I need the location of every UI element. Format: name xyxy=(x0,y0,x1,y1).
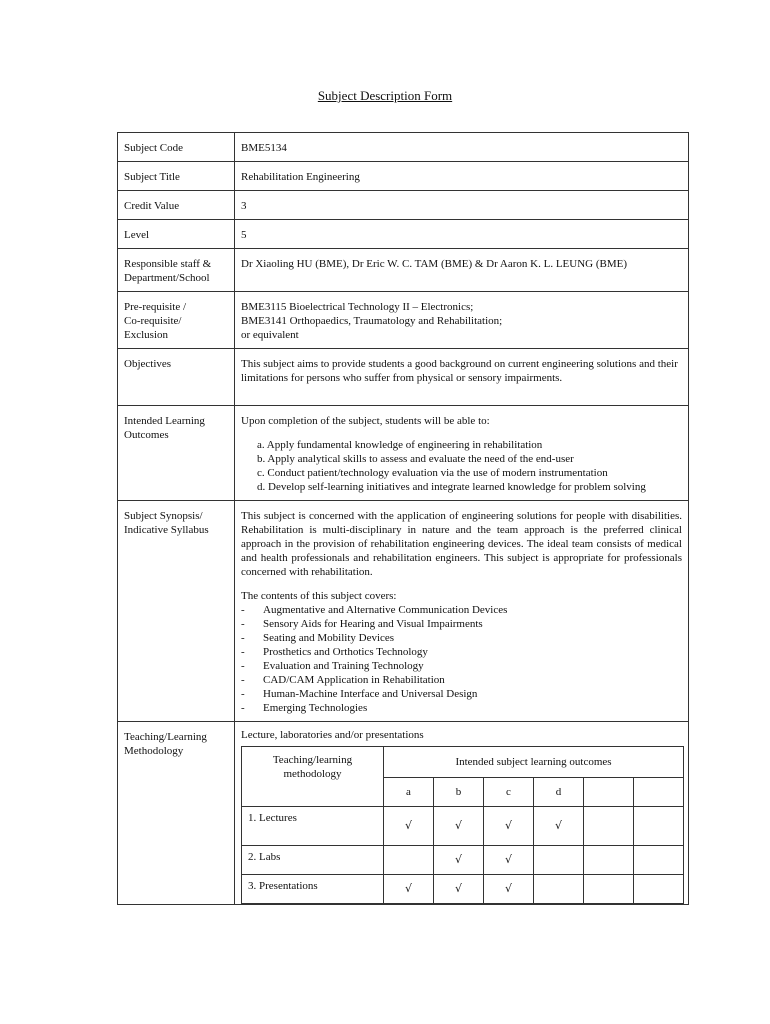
row-prereq xyxy=(118,292,689,349)
prereq-line3: or equivalent xyxy=(241,329,299,341)
page-title: Subject Description Form xyxy=(317,88,453,103)
synopsis-contents-intro: The contents of this subject covers: xyxy=(241,590,397,602)
empty-cell xyxy=(634,846,684,875)
header-method: Teaching/learning methodology xyxy=(242,747,384,807)
col-empty xyxy=(634,778,684,807)
tick-cell: √ xyxy=(384,875,434,904)
tick-cell xyxy=(534,875,584,904)
list-item: c. Conduct patient/technology evaluation via the use of modern instrumentation xyxy=(257,467,608,479)
method-labs: 2. Labs xyxy=(242,846,384,875)
label-subject-title: Subject Title xyxy=(118,162,235,191)
col-b: b xyxy=(434,778,484,807)
label-responsible-line1: Responsible staff & xyxy=(124,258,212,270)
tick-cell: √ xyxy=(484,807,534,846)
row-level xyxy=(118,220,689,249)
prereq-line2: BME3141 Orthopaedics, Traumatology and Rehabilitation; xyxy=(241,315,503,327)
label-prereq-line1: Pre-requisite / xyxy=(124,301,187,313)
value-objectives: This subject aims to provide students a good background on current engineering solutions and their limitations for persons who suffer from physical or sensory impairments. xyxy=(235,349,689,406)
empty-cell xyxy=(634,807,684,846)
method-presentations: 3. Presentations xyxy=(242,875,384,904)
label-responsible-line2: Department/School xyxy=(124,272,210,284)
label-prereq xyxy=(118,292,235,349)
label-responsible xyxy=(118,249,235,292)
tick-cell xyxy=(534,846,584,875)
row-synopsis xyxy=(118,501,689,722)
label-synopsis-line2: Indicative Syllabus xyxy=(124,524,209,536)
tick-cell: √ xyxy=(434,807,484,846)
col-a: a xyxy=(384,778,434,807)
label-prereq-line2: Co-requisite/ xyxy=(124,315,182,327)
ilo-list xyxy=(241,438,682,494)
label-ilo-line1: Intended Learning xyxy=(124,415,205,427)
tick-cell: √ xyxy=(484,875,534,904)
row-subject-title xyxy=(118,162,689,191)
list-item: - Evaluation and Training Technology xyxy=(241,659,682,673)
col-c: c xyxy=(484,778,534,807)
value-level: 5 xyxy=(235,220,689,249)
tick-cell: √ xyxy=(434,846,484,875)
synopsis-paragraph: This subject is concerned with the application of engineering solutions for people with disabilities. Rehabilitation is multi-disciplinary in nature and the team approach is the preferred clinical approach in the provision of rehabilitation engineering devices. The ideal team consists of medical and health professionals and rehabilitation engineers. This subject is appropriate for professionals concerned with rehabilitation. xyxy=(241,510,682,578)
ilo-intro: Upon completion of the subject, students will be able to: xyxy=(241,415,490,427)
label-synopsis-line1: Subject Synopsis/ xyxy=(124,510,203,522)
label-level: Level xyxy=(118,220,235,249)
label-ilo-line2: Outcomes xyxy=(124,429,169,441)
table-row xyxy=(242,747,684,778)
tick-cell xyxy=(384,846,434,875)
label-objectives: Objectives xyxy=(118,349,235,406)
list-item: d. Develop self-learning initiatives and integrate learned knowledge for problem solving xyxy=(257,481,646,493)
empty-cell xyxy=(584,875,634,904)
list-item: a. Apply fundamental knowledge of engineering in rehabilitation xyxy=(257,439,543,451)
empty-cell xyxy=(584,846,634,875)
table-row xyxy=(242,807,684,846)
list-item: - Emerging Technologies xyxy=(241,701,682,715)
list-item: - CAD/CAM Application in Rehabilitation xyxy=(241,673,682,687)
header-outcomes: Intended subject learning outcomes xyxy=(384,747,684,778)
list-item: - Human-Machine Interface and Universal Design xyxy=(241,687,682,701)
row-credit-value xyxy=(118,191,689,220)
value-synopsis xyxy=(235,501,689,722)
label-ilo xyxy=(118,406,235,501)
label-subject-code: Subject Code xyxy=(118,133,235,162)
row-teaching xyxy=(118,722,689,905)
tick-cell: √ xyxy=(484,846,534,875)
label-teaching-line1: Teaching/Learning xyxy=(124,731,207,743)
value-subject-title: Rehabilitation Engineering xyxy=(235,162,689,191)
list-item: - Prosthetics and Orthotics Technology xyxy=(241,645,682,659)
row-objectives xyxy=(118,349,689,406)
row-responsible xyxy=(118,249,689,292)
tick-cell: √ xyxy=(534,807,584,846)
value-prereq xyxy=(235,292,689,349)
label-teaching xyxy=(118,722,235,905)
list-item: b. Apply analytical skills to assess and evaluate the need of the end-user xyxy=(257,453,574,465)
value-ilo xyxy=(235,406,689,501)
row-ilo xyxy=(118,406,689,501)
table-row xyxy=(242,875,684,904)
label-credit-value: Credit Value xyxy=(118,191,235,220)
method-lectures: 1. Lectures xyxy=(242,807,384,846)
label-synopsis xyxy=(118,501,235,722)
tick-cell: √ xyxy=(434,875,484,904)
list-item: - Augmentative and Alternative Communication Devices xyxy=(241,603,682,617)
prereq-line1: BME3115 Bioelectrical Technology II – Electronics; xyxy=(241,301,474,313)
subject-form-table xyxy=(117,132,689,905)
value-credit-value: 3 xyxy=(235,191,689,220)
value-responsible: Dr Xiaoling HU (BME), Dr Eric W. C. TAM (BME) & Dr Aaron K. L. LEUNG (BME) xyxy=(235,249,689,292)
col-d: d xyxy=(534,778,584,807)
teaching-intro: Lecture, laboratories and/or presentations xyxy=(241,729,424,741)
tick-cell: √ xyxy=(384,807,434,846)
outcomes-table xyxy=(241,746,684,904)
list-item: - Seating and Mobility Devices xyxy=(241,631,682,645)
synopsis-list xyxy=(241,603,682,715)
label-teaching-line2: Methodology xyxy=(124,745,184,757)
list-item: - Sensory Aids for Hearing and Visual Impairments xyxy=(241,617,682,631)
empty-cell xyxy=(634,875,684,904)
empty-cell xyxy=(584,807,634,846)
row-subject-code xyxy=(118,133,689,162)
value-subject-code: BME5134 xyxy=(235,133,689,162)
value-teaching xyxy=(235,722,689,905)
label-prereq-line3: Exclusion xyxy=(124,329,168,341)
table-row xyxy=(242,846,684,875)
col-empty xyxy=(584,778,634,807)
